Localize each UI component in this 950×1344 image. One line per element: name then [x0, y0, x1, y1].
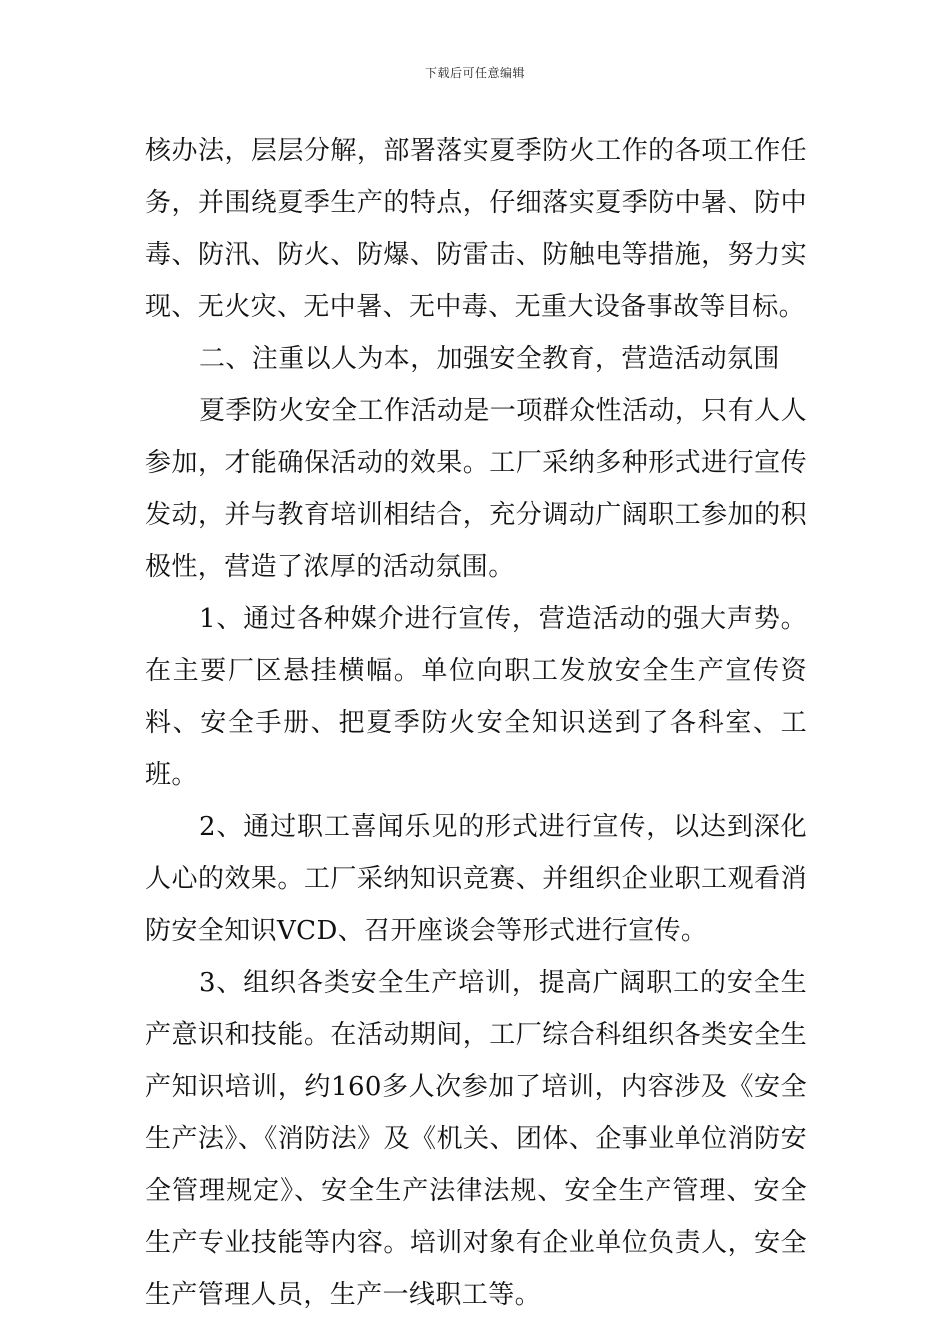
document-body — [145, 125, 807, 1321]
paragraph-continuation: 核办法，层层分解，部署落实夏季防火工作的各项工作任务，并围绕夏季生产的特点，仔细落实夏季防中暑、防中毒、防汛、防火、防爆、防雷击、防触电等措施，努力实现、无火灾、无中暑、无中毒、无重大设备事故等目标。 — [145, 136, 807, 322]
page-header-note: 下载后可任意编辑 — [424, 66, 525, 80]
paragraph-item-3: 3、组织各类安全生产培训，提高广阔职工的安全生产意识和技能。在活动期间，工厂综合科组织各类安全生产知识培训，约160多人次参加了培训，内容涉及《安全生产法》、《消防法》及《机关、团体、企事业单位消防安全管理规定》、安全生产法律法规、安全生产管理、安全生产专业技能等内容。培训对象有企业单位负责人，安全生产管理人员，生产一线职工等。 — [145, 968, 807, 1310]
paragraph-item-2: 2、通过职工喜闻乐见的形式进行宣传，以达到深化人心的效果。工厂采纳知识竞赛、并组织企业职工观看消防安全知识VCD、召开座谈会等形式进行宣传。 — [145, 812, 807, 946]
section-heading: 二、注重以人为本，加强安全教育，营造活动氛围 — [199, 344, 780, 374]
paragraph-intro: 夏季防火安全工作活动是一项群众性活动，只有人人参加，才能确保活动的效果。工厂采纳多种形式进行宣传发动，并与教育培训相结合，充分调动广阔职工参加的积极性，营造了浓厚的活动氛围。 — [145, 396, 807, 582]
paragraph-item-1: 1、通过各种媒介进行宣传，营造活动的强大声势。在主要厂区悬挂横幅。单位向职工发放安全生产宣传资料、安全手册、把夏季防火安全知识送到了各科室、工班。 — [145, 604, 807, 790]
